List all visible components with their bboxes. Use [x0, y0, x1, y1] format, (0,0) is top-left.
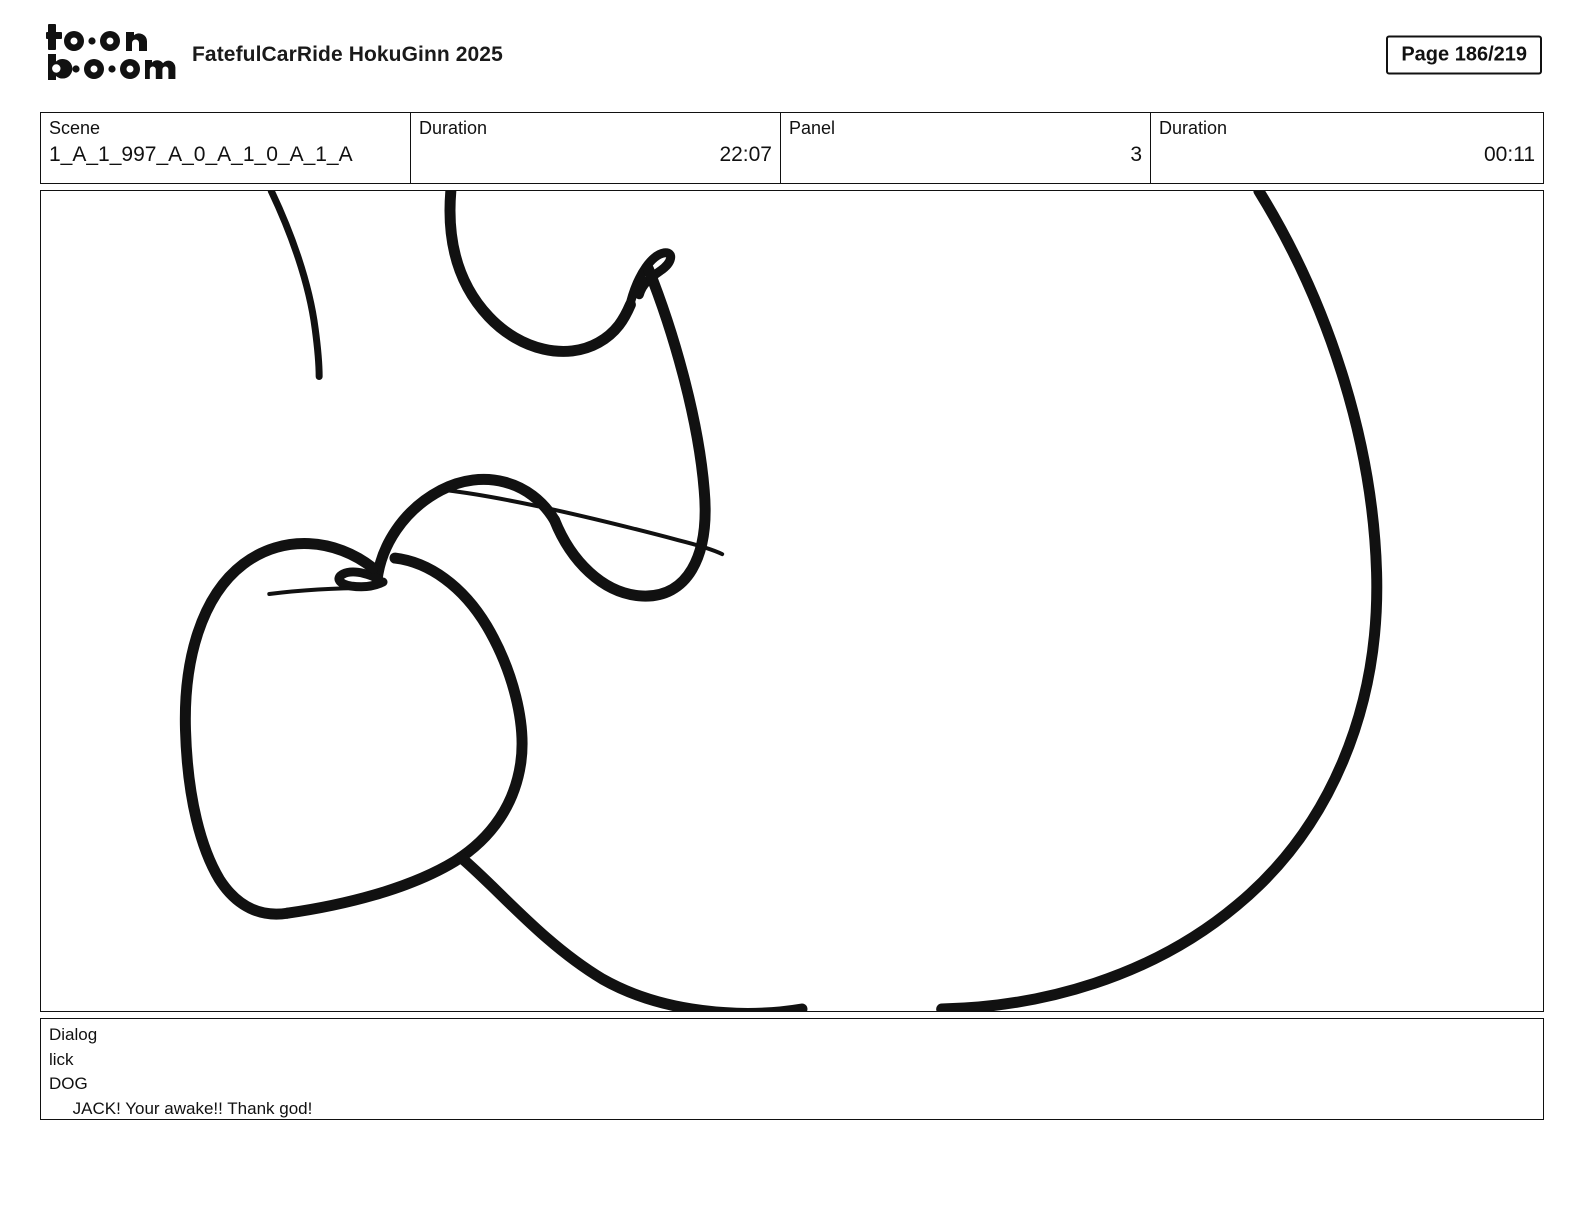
dialog-heading: Dialog	[49, 1025, 98, 1044]
page-number-badge: Page 186/219	[1386, 36, 1542, 75]
panel-duration-label: Duration	[1159, 118, 1228, 138]
panel-info-strip	[40, 112, 1544, 184]
toon-boom-logo	[46, 24, 176, 86]
panel-duration-value: 00:11	[1484, 142, 1535, 166]
scene-duration-label: Duration	[419, 118, 488, 138]
scene-value: 1_A_1_997_A_0_A_1_0_A_1_A	[49, 142, 353, 166]
scene-label: Scene	[49, 118, 101, 138]
scene-cell	[41, 113, 411, 183]
dialog-box	[40, 1018, 1544, 1120]
page-title: FatefulCarRide HokuGinn 2025	[192, 43, 503, 66]
storyboard-artwork-panel	[40, 190, 1544, 1012]
dialog-action: lick	[49, 1049, 74, 1069]
panel-label: Panel	[789, 118, 836, 138]
panel-value: 3	[1130, 142, 1142, 166]
storyboard-drawing	[41, 191, 1543, 1011]
scene-duration-value: 22:07	[719, 142, 772, 166]
panel-cell	[781, 113, 1151, 183]
page-header	[40, 0, 1544, 110]
dialog-character: DOG	[49, 1074, 88, 1094]
dialog-text: JACK! Your awake!! Thank god!	[49, 1098, 313, 1118]
panel-duration-cell	[1151, 113, 1543, 183]
scene-duration-cell	[411, 113, 781, 183]
